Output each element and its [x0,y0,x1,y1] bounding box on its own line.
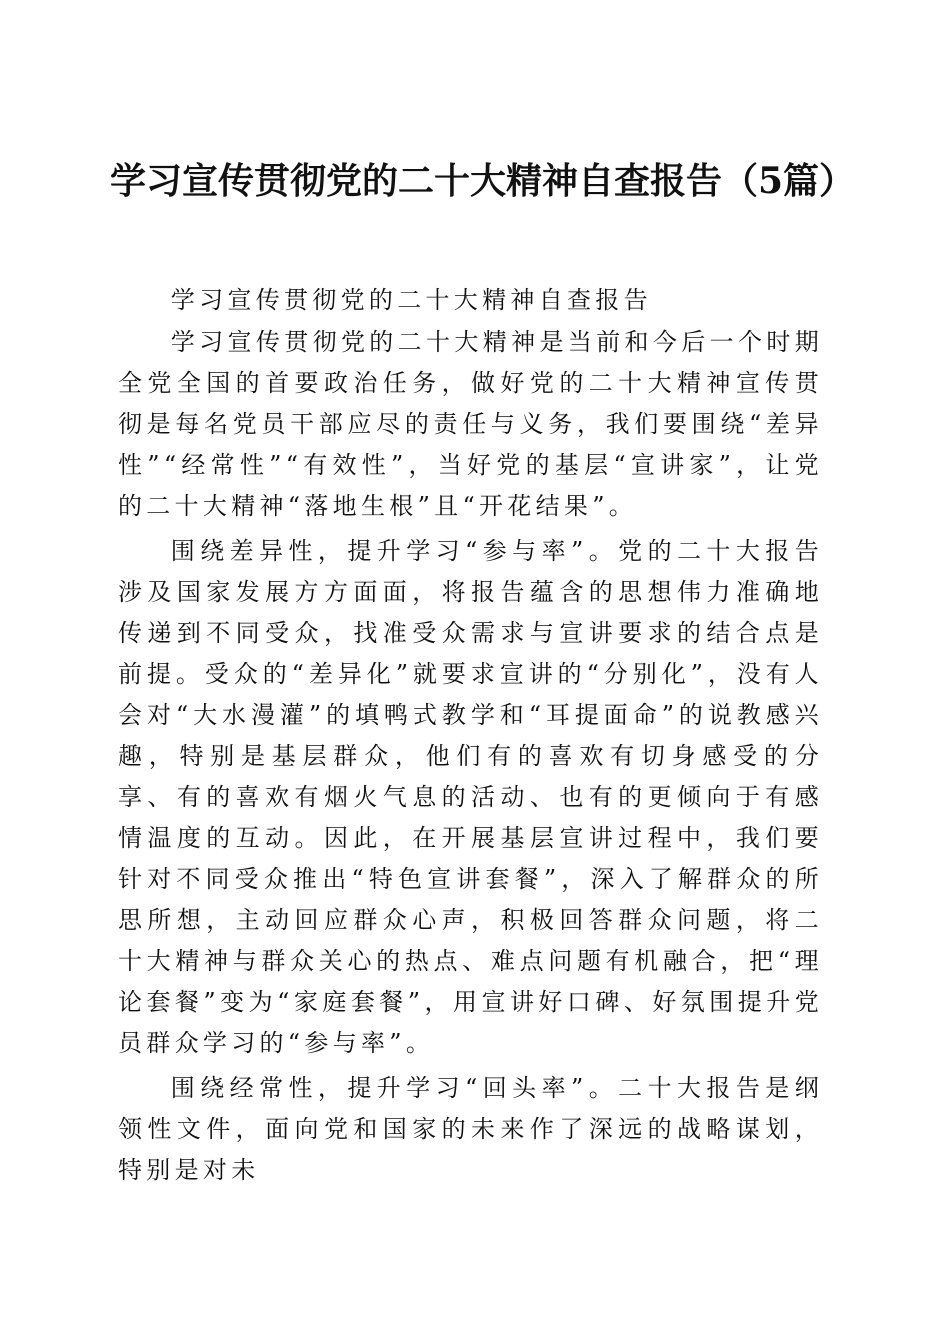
body-paragraph-2: 围绕差异性，提升学习“参与率”。党的二十大报告涉及国家发展方方面面，将报告蕴含的思想伟力准确地传递到不同受众，找准受众需求与宣讲要求的结合点是前提。受众的“差异化”就要求宣讲的“分别化”，没有人会对“大水漫灌”的填鸭式教学和“耳提面命”的说教感兴趣，特别是基层群众，他们有的喜欢有切身感受的分享、有的喜欢有烟火气息的活动、也有的更倾向于有感情温度的互动。因此，在开展基层宣讲过程中，我们要针对不同受众推出“特色宣讲套餐”，深入了解群众的所思所想，主动回应群众心声，积极回答群众问题，将二十大精神与群众关心的热点、难点问题有机融合，把“理论套餐”变为“家庭套餐”，用宣讲好口碑、好氛围提升党员群众学习的“参与率”。 [118,537,823,1057]
section-subtitle: 学习宣传贯彻党的二十大精神自查报告 [170,286,652,314]
document-title: 学习宣传贯彻党的二十大精神自查报告（5篇） [110,160,856,203]
document-body [118,280,823,1195]
body-paragraph-1: 学习宣传贯彻党的二十大精神是当前和今后一个时期全党全国的首要政治任务，做好党的二十大精神宣传贯彻是每名党员干部应尽的责任与义务，我们要围绕“差异性”“经常性”“有效性”，当好党的基层“宣讲家”，让党的二十大精神“落地生根”且“开花结果”。 [118,328,823,520]
body-paragraph-3: 围绕经常性，提升学习“回头率”。二十大报告是纲领性文件，面向党和国家的未来作了深远的战略谋划，特别是对未 [118,1074,823,1184]
